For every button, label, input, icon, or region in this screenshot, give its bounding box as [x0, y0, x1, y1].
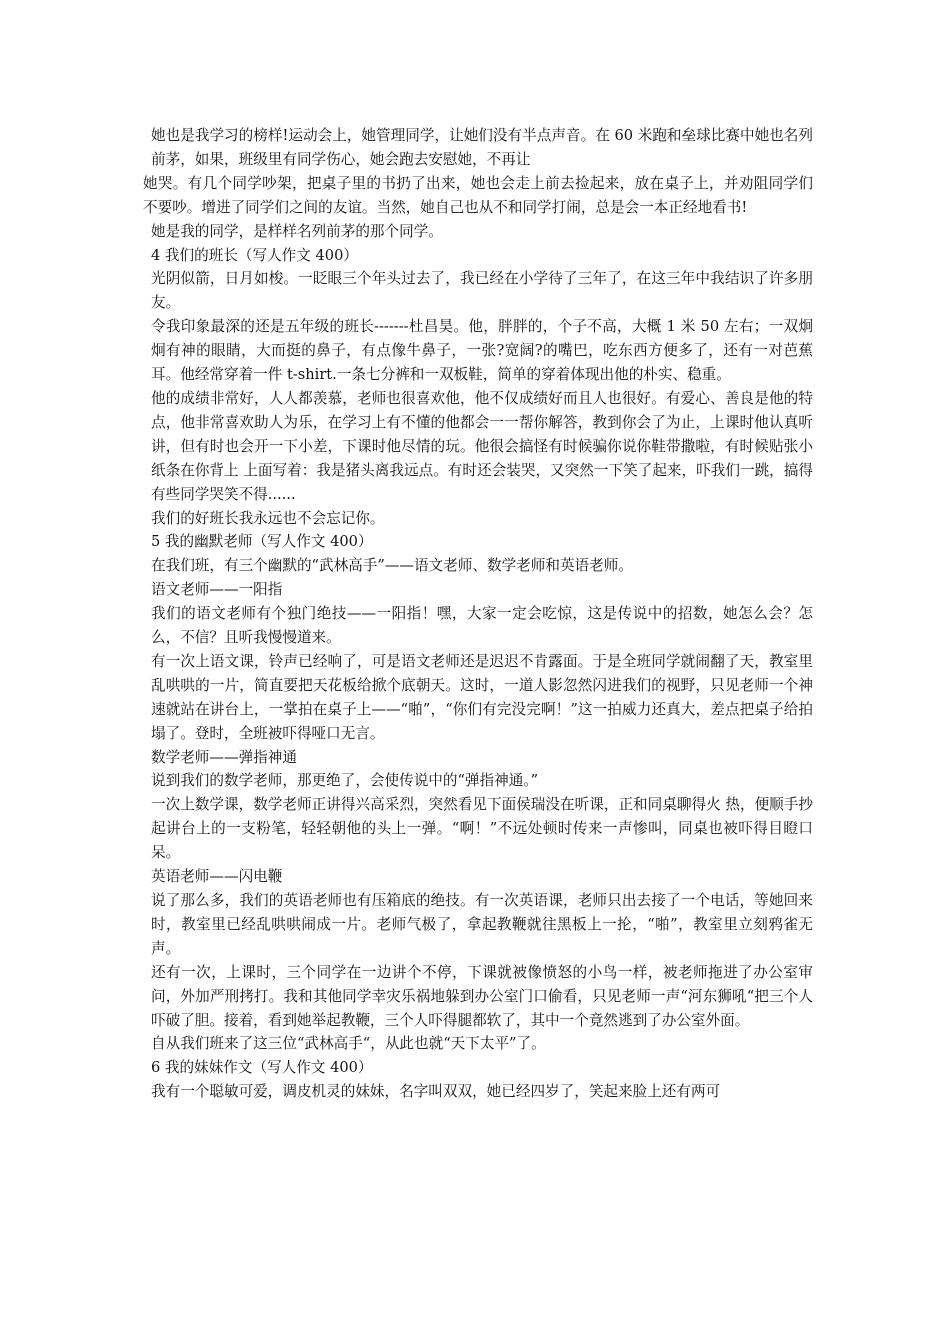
paragraph: 一次上数学课，数学老师正讲得兴高采烈，突然看见下面侯瑞没在听课，正和同桌聊得火 热，便顺手抄起讲台上的一支粉笔，轻轻朝他的头上一弹。“啊！”不远处顿时传来一声惨叫，同桌也被吓得目瞪口呆。	[151, 796, 813, 862]
paragraph: 说了那么多，我们的英语老师也有压箱底的绝技。有一次英语课，老师只出去接了一个电话，等她回来时，教室里已经乱哄哄闹成一片。老师气极了，拿起教鞭就往黑板上一抡，“啪”，教室里立刻鸦雀无声。	[151, 892, 813, 957]
paragraph: 光阴似箭，日月如梭。一眨眼三个年头过去了，我已经在小学待了三年了，在这三年中我结识了许多朋友。	[151, 270, 813, 312]
paragraph: 在我们班，有三个幽默的“武林高手”——语文老师、数学老师和英语老师。	[151, 557, 633, 575]
paragraph: 数学老师——弹指神通	[151, 748, 297, 766]
paragraph: 还有一次，上课时，三个同学在一边讲个不停，下课就被像愤怒的小鸟一样，被老师拖进了办公室审问，外加严刑拷打。我和其他同学幸灾乐祸地躲到办公室门口偷看，只见老师一声“河东狮吼“把三个人吓破了胆。接着，看到她举起教鞭，三个人吓得腿都软了，其中一个竟然逃到了办公室外面。	[151, 963, 813, 1029]
section-heading: 5 我的幽默老师（写人作文 400）	[151, 533, 373, 551]
paragraph: 她哭。有几个同学吵架，把桌子里的书扔了出来，她也会走上前去捡起来，放在桌子上，并劝阻同学们不要吵。增进了同学们之间的友谊。当然，她自己也从不和同学打闹，总是会一本正经地看书!	[143, 174, 813, 216]
paragraph: 我有一个聪敏可爱，调皮机灵的妹妹，名字叫双双，她已经四岁了，笑起来脸上还有两可	[151, 1083, 721, 1101]
paragraph: 自从我们班来了这三位“武林高手“，从此也就“天下太平”了。	[151, 1035, 546, 1053]
paragraph: 他的成绩非常好，人人都羡慕，老师也很喜欢他，他不仅成绩好而且人也很好。有爱心、善良是他的特点，他非常喜欢助人为乐，在学习上有不懂的他都会一一帮你解答，教到你会了为止，上课时他认真听讲，但有时也会开一下小差，下课时他尽情的玩。他很会搞怪有时候骗你说你鞋带撒啦，有时候贴张小纸条在你背上 上面写着：我是猪头离我远点。有时还会装哭，又突然一下笑了起来，吓我们一跳，搞得有些同学哭笑不得......	[151, 389, 813, 503]
paragraph: 她也是我学习的榜样!运动会上，她管理同学，让她们没有半点声音。在 60 米跑和垒球比赛中她也名列前茅，如果，班级里有同学伤心，她会跑去安慰她，不再让	[151, 127, 813, 168]
paragraph: 我们的语文老师有个独门绝技——一阳指！嘿，大家一定会吃惊，这是传说中的招数，她怎么会？怎么，不信？且听我慢慢道来。	[151, 605, 813, 647]
section-heading: 6 我的妹妹作文（写人作文 400）	[151, 1059, 373, 1077]
paragraph: 我们的好班长我永远也不会忘记你。	[151, 509, 385, 527]
paragraph: 令我印象最深的还是五年级的班长-------杜昌昊。他，胖胖的，个子不高，大概 1 米 50 左右；一双炯炯有神的眼睛，大而挺的鼻子，有点像牛鼻子，一张?宽阔?的嘴巴，吃东西方便多了，还有一对芭蕉耳。他经常穿着一件 t-shirt.一条七分裤和一双板鞋，简单的穿着体现出他的朴实、稳重。	[151, 318, 813, 384]
section-heading: 4 我们的班长（写人作文 400）	[151, 246, 358, 264]
paragraph: 有一次上语文课，铃声已经响了，可是语文老师还是迟迟不肯露面。于是全班同学就闹翻了天，教室里乱哄哄的一片，简直要把天花板给掀个底朝天。这时，一道人影忽然闪进我们的视野，只见老师一个神速就站在讲台上，一掌拍在桌子上——“啪”，“你们有完没完啊！”这一拍威力还真大，差点把桌子给拍塌了。登时，全班被吓得哑口无言。	[151, 652, 813, 742]
paragraph: 语文老师——一阳指	[151, 581, 283, 599]
paragraph: 说到我们的数学老师，那更绝了，会使传说中的“弹指神通。”	[151, 772, 539, 790]
document-body	[143, 124, 813, 1104]
paragraph: 她是我的同学，是样样名列前茅的那个同学。	[151, 222, 443, 240]
paragraph: 英语老师——闪电鞭	[151, 868, 283, 886]
